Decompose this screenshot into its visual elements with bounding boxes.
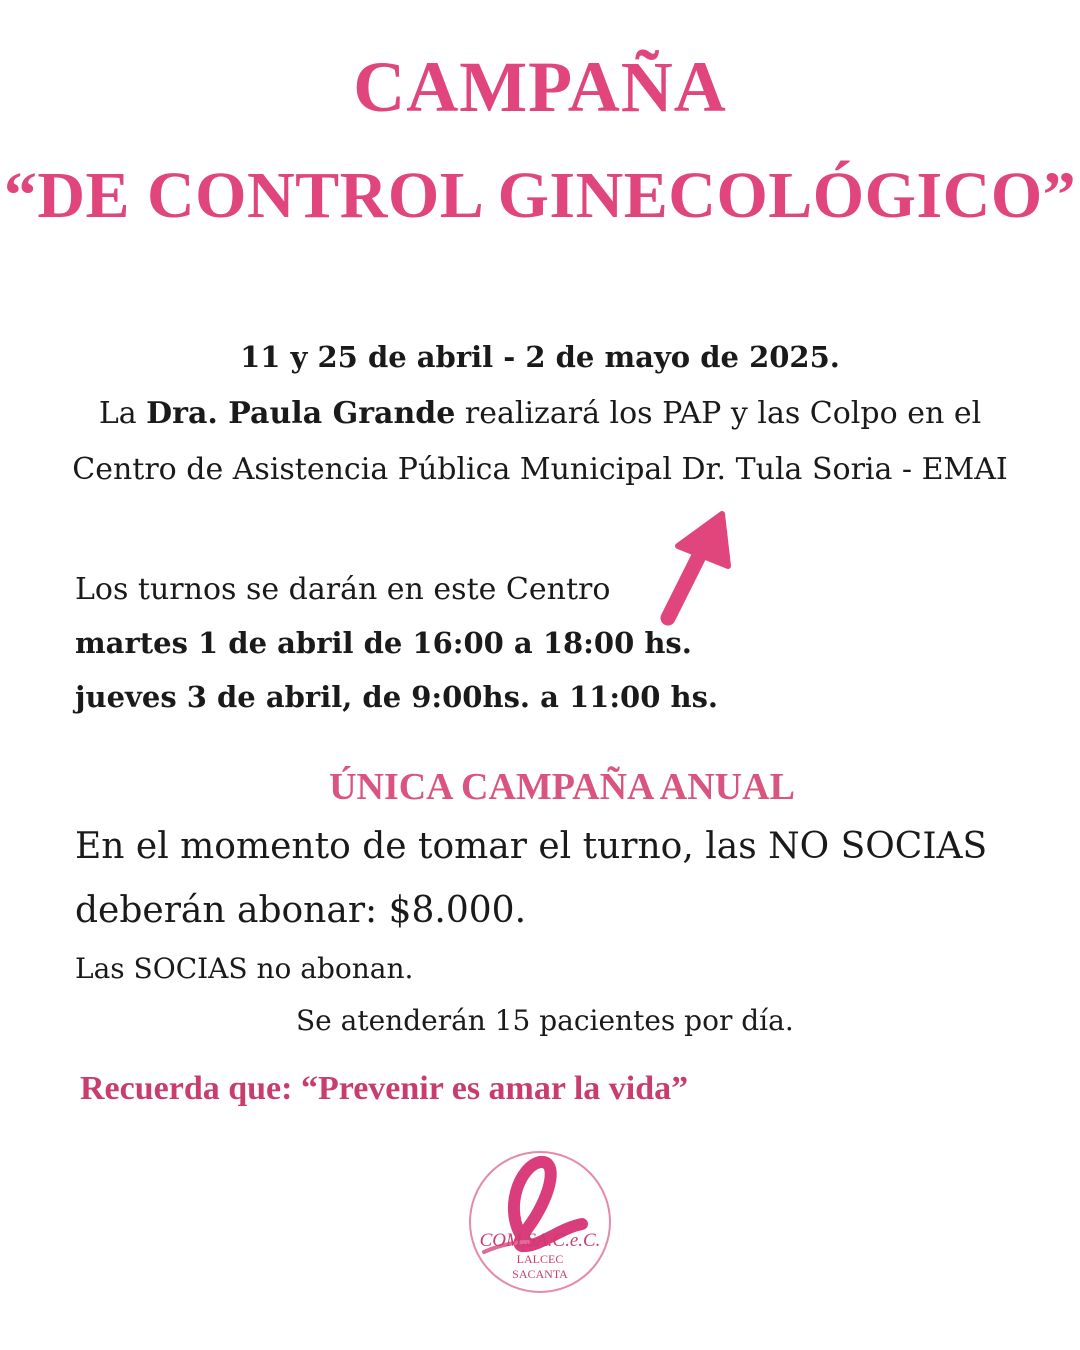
appointment-day-1: martes 1 de abril de 16:00 a 18:00 hs. <box>75 626 692 660</box>
logo-name: COM.SA.C.e.C. <box>479 1230 601 1251</box>
logo-line-3: SACANTA <box>512 1267 568 1281</box>
doctor-name: Dra. Paula Grande <box>146 396 456 431</box>
arrow-up-right-icon <box>640 500 740 630</box>
campaign-title: CAMPAÑA <box>353 47 727 127</box>
doctor-line-prefix: La <box>98 396 147 431</box>
doctor-line-suffix: realizará los PAP y las Colpo en el <box>455 396 982 431</box>
campaign-dates: 11 y 25 de abril - 2 de mayo de 2025. <box>240 340 840 374</box>
payment-line-1: En el momento de tomar el turno, las NO SOCIAS <box>75 826 988 867</box>
campaign-subtitle: “DE CONTROL GINECOLÓGICO” <box>3 159 1077 232</box>
appointments-intro: Los turnos se darán en este Centro <box>75 572 611 607</box>
slogan: Recuerda que: “Prevenir es amar la vida” <box>80 1070 689 1107</box>
annual-campaign-heading: ÚNICA CAMPAÑA ANUAL <box>329 766 795 808</box>
center-name-line: Centro de Asistencia Pública Municipal Dr. Tula Soria - EMAI <box>72 452 1008 487</box>
payment-line-2: deberán abonar: $8.000. <box>75 890 527 931</box>
logo-line-2: LALCEC <box>516 1252 564 1266</box>
appointment-day-2: jueves 3 de abril, de 9:00hs. a 11:00 hs. <box>75 680 718 714</box>
organization-logo <box>462 1148 618 1298</box>
members-note: Las SOCIAS no abonan. <box>75 952 414 985</box>
patients-per-day: Se atenderán 15 pacientes por día. <box>296 1004 794 1037</box>
doctor-line <box>0 396 1080 431</box>
